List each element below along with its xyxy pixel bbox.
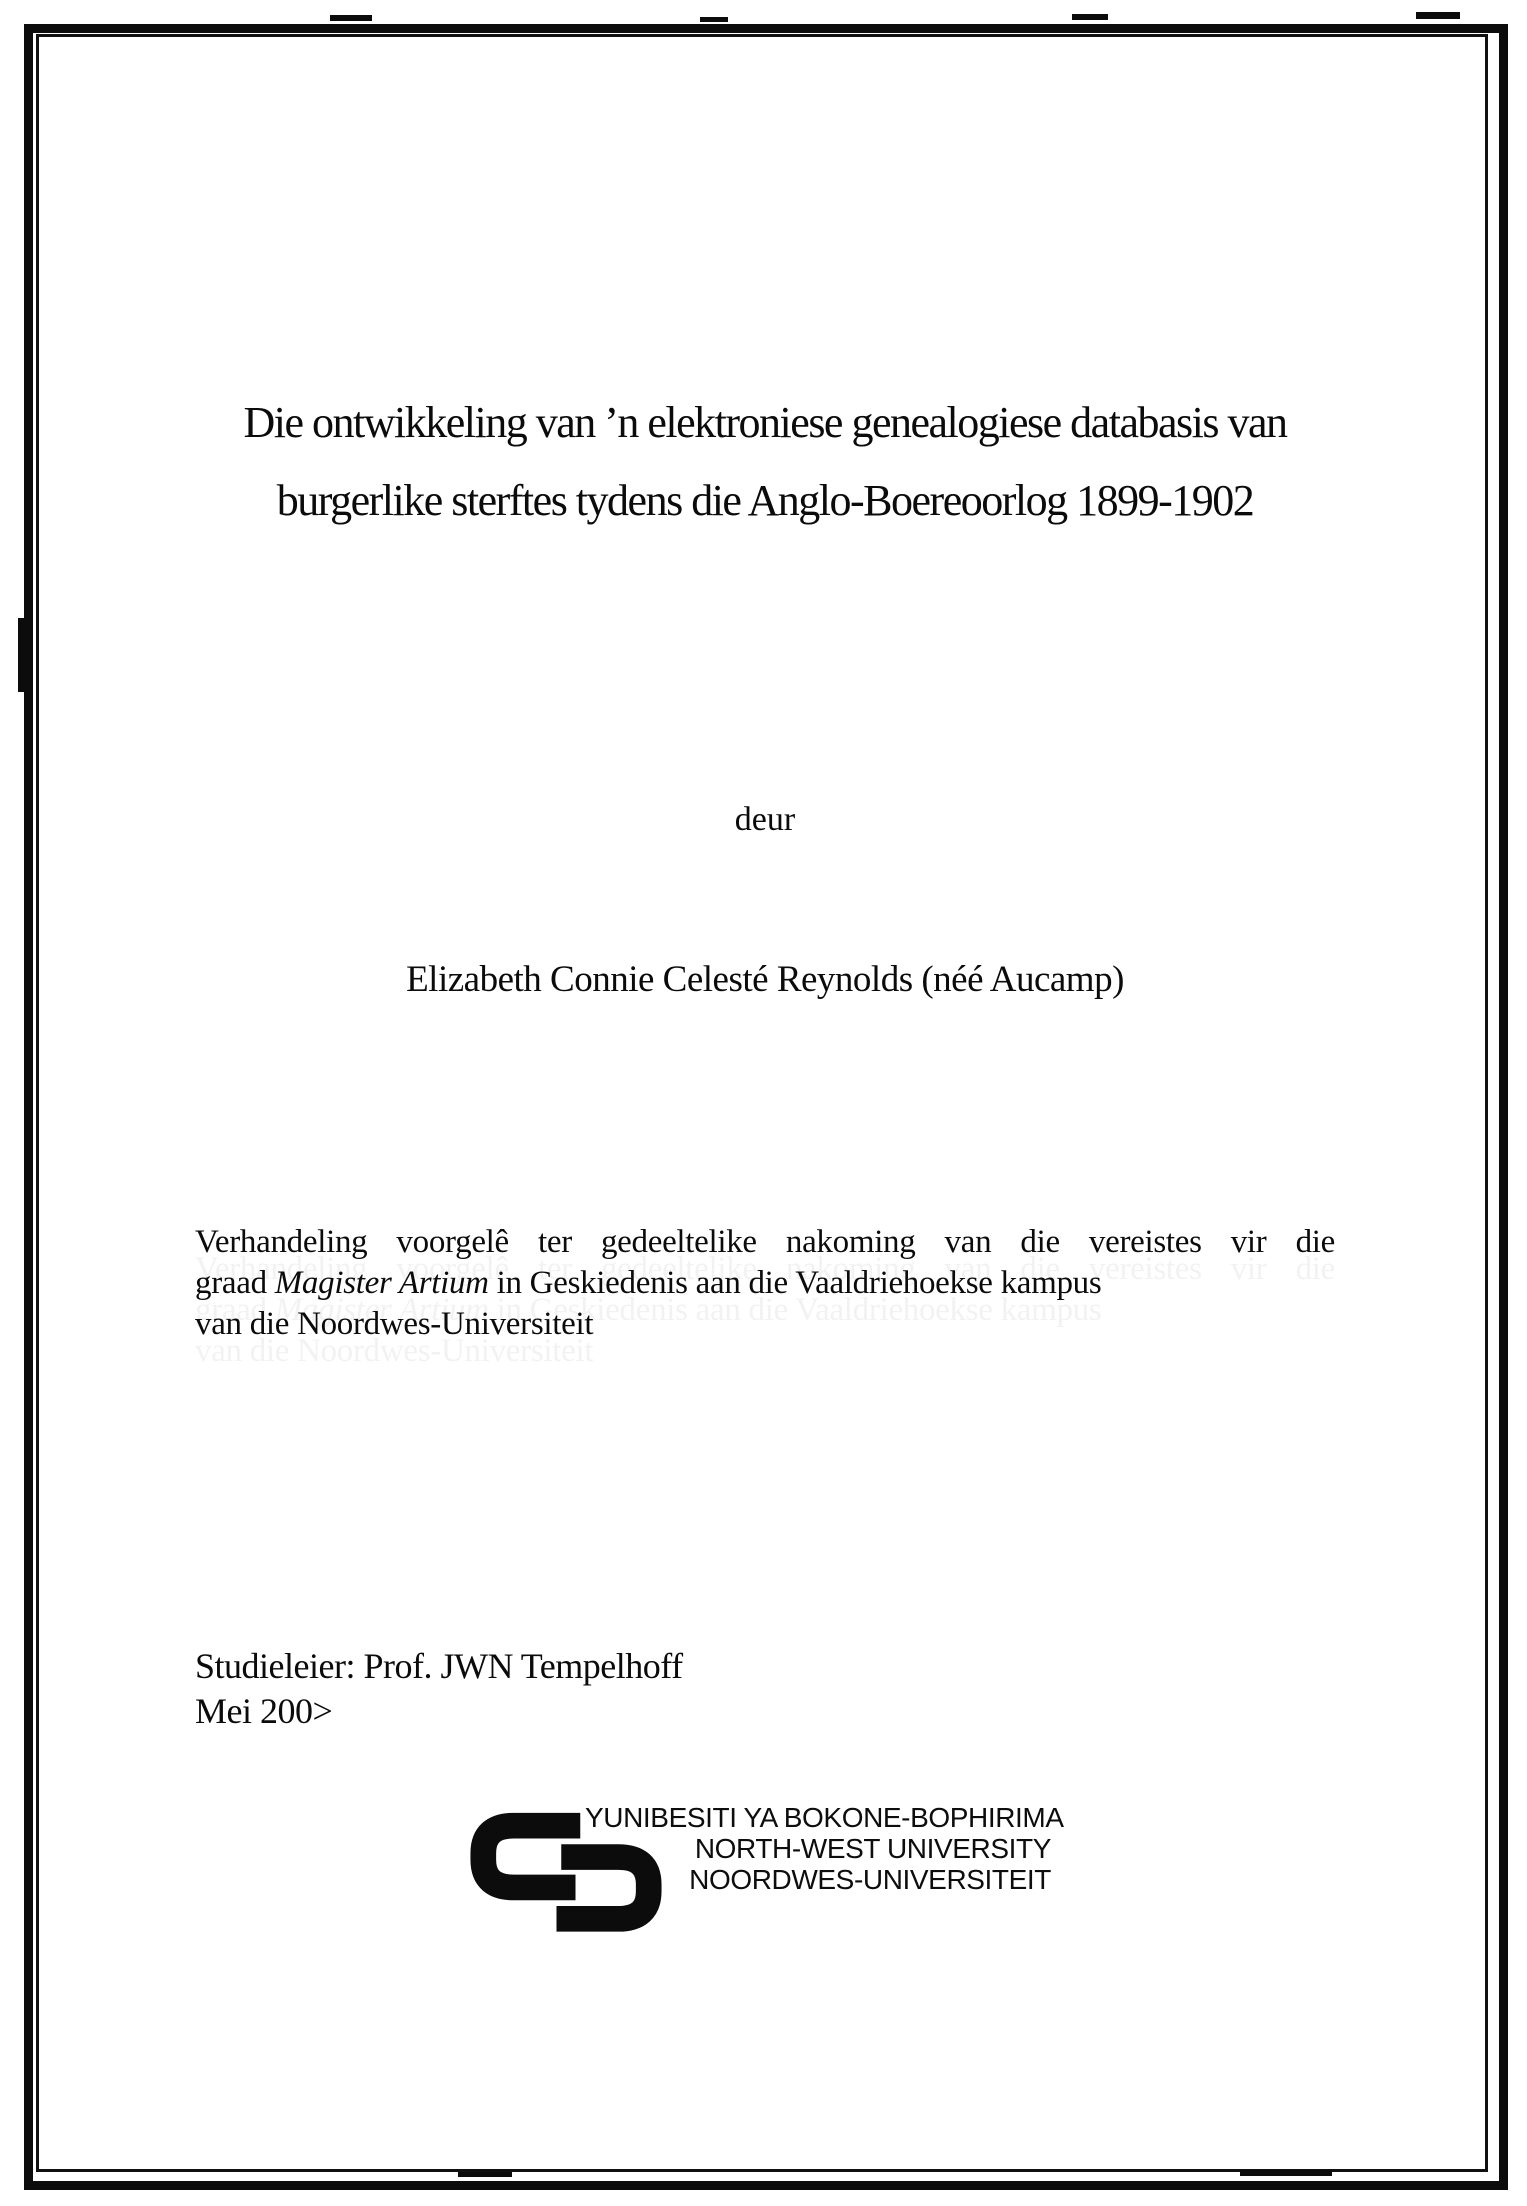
page-title: [195, 384, 1335, 540]
supervisor-line: Studieleier: Prof. JWN Tempelhoff: [195, 1646, 683, 1686]
byline-deur: deur: [734, 801, 796, 838]
statement-line-2: [195, 1263, 1335, 1304]
scan-artifact: [1072, 14, 1108, 20]
author-name: Elizabeth Connie Celesté Reynolds (néé Aucamp): [406, 959, 1124, 1000]
date-line: Mei 200>: [195, 1691, 333, 1731]
title-line-2: burgerlike sterftes tydens die Anglo-Boereoorlog 1899-1902: [276, 476, 1254, 525]
statement-line-1: Verhandeling voorgelê ter gedeeltelike nakoming van die vereistes vir die: [195, 1224, 1335, 1260]
statement-line-2-prefix: graad: [195, 1265, 275, 1301]
logo-line-english: NORTH-WEST UNIVERSITY: [694, 1833, 1051, 1864]
supervisor-block: [195, 1644, 1335, 1734]
degree-name-italic: Magister Artium: [274, 1265, 489, 1301]
scan-artifact: [330, 15, 372, 21]
statement-line-3: van die Noordwes-Universiteit: [195, 1306, 594, 1342]
scan-artifact: [458, 2172, 512, 2177]
nwu-logo-text: [585, 1802, 1064, 1895]
scan-artifact: [18, 618, 26, 692]
degree-statement: [195, 1222, 1335, 1345]
scan-artifact: [1416, 12, 1460, 19]
logo-line-afrikaans: NOORDWES-UNIVERSITEIT: [689, 1864, 1051, 1895]
title-line-1: Die ontwikkeling van ’n elektroniese genealogiese databasis van: [243, 398, 1287, 447]
scan-artifact: [700, 17, 728, 22]
logo-line-setswana: YUNIBESITI YA BOKONE-BOPHIRIMA: [585, 1802, 1064, 1833]
scan-artifact: [1240, 2170, 1332, 2176]
statement-line-2-suffix: in Geskiedenis aan die Vaaldriehoekse kampus: [488, 1265, 1102, 1301]
